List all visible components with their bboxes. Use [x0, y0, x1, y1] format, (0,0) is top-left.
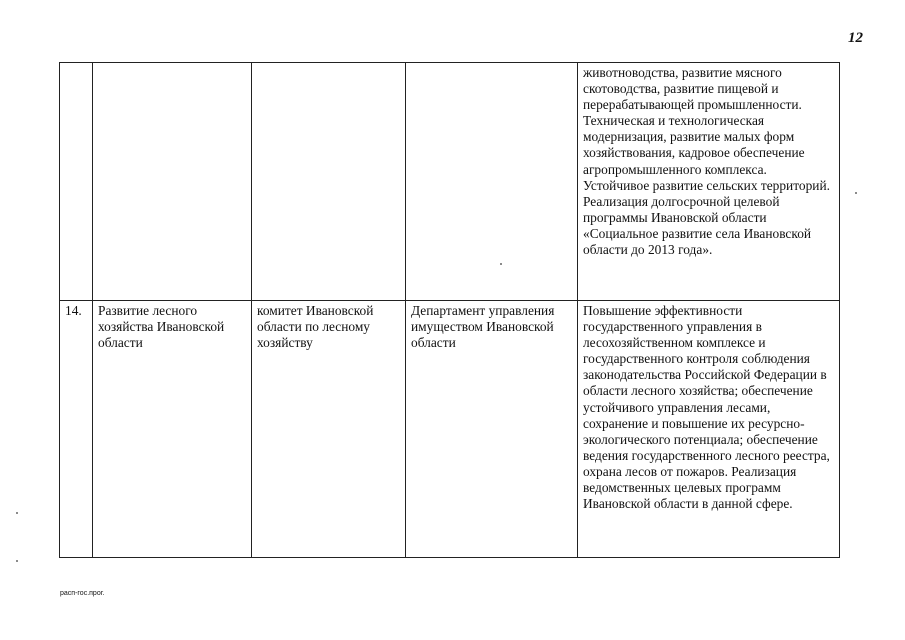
- goals-cell: животноводства, развитие мясного скотоводства, развитие пищевой и перерабатывающей промышленности. Техническая и технологическая модернизация, развитие малых форм хозяйствования, кадровое обеспечение агропромышленного комплекса. Устойчивое развитие сельских территорий. Реализация долгосрочной целевой программы Ивановской области «Социальное развитие села Ивановской области до 2013 года».: [578, 63, 840, 301]
- responsible-executor-cell: [252, 63, 406, 301]
- coexecutor-cell: Департамент управления имуществом Ивановской области: [406, 301, 578, 558]
- goals-cell: Повышение эффективности государственного управления в лесохозяйственном комплексе и государственного контроля соблюдения законодательства Российской Федерации в области лесного хозяйства; обеспечение устойчивого управления лесами, сохранение и повышение их ресурсно-экологического потенциала; обеспечение ведения государственного лесного реестра, охрана лесов от пожаров. Реализация ведомственных целевых программ Ивановской области в данной сфере.: [578, 301, 840, 558]
- program-name-cell: Развитие лесного хозяйства Ивановской области: [93, 301, 252, 558]
- row-number-cell: 14.: [60, 301, 93, 558]
- program-name-cell: [93, 63, 252, 301]
- table-row: [60, 63, 840, 301]
- table-row: [60, 301, 840, 558]
- coexecutor-cell: [406, 63, 578, 301]
- scan-speck: [16, 512, 18, 514]
- program-table: [59, 62, 840, 558]
- footer-filename: расп-гос.прог.: [60, 590, 105, 597]
- row-number-cell: [60, 63, 93, 301]
- page-number: 12: [848, 30, 863, 46]
- scan-speck: [855, 192, 857, 194]
- responsible-executor-cell: комитет Ивановской области по лесному хозяйству: [252, 301, 406, 558]
- scan-speck: [16, 560, 18, 562]
- scan-speck: [500, 263, 502, 265]
